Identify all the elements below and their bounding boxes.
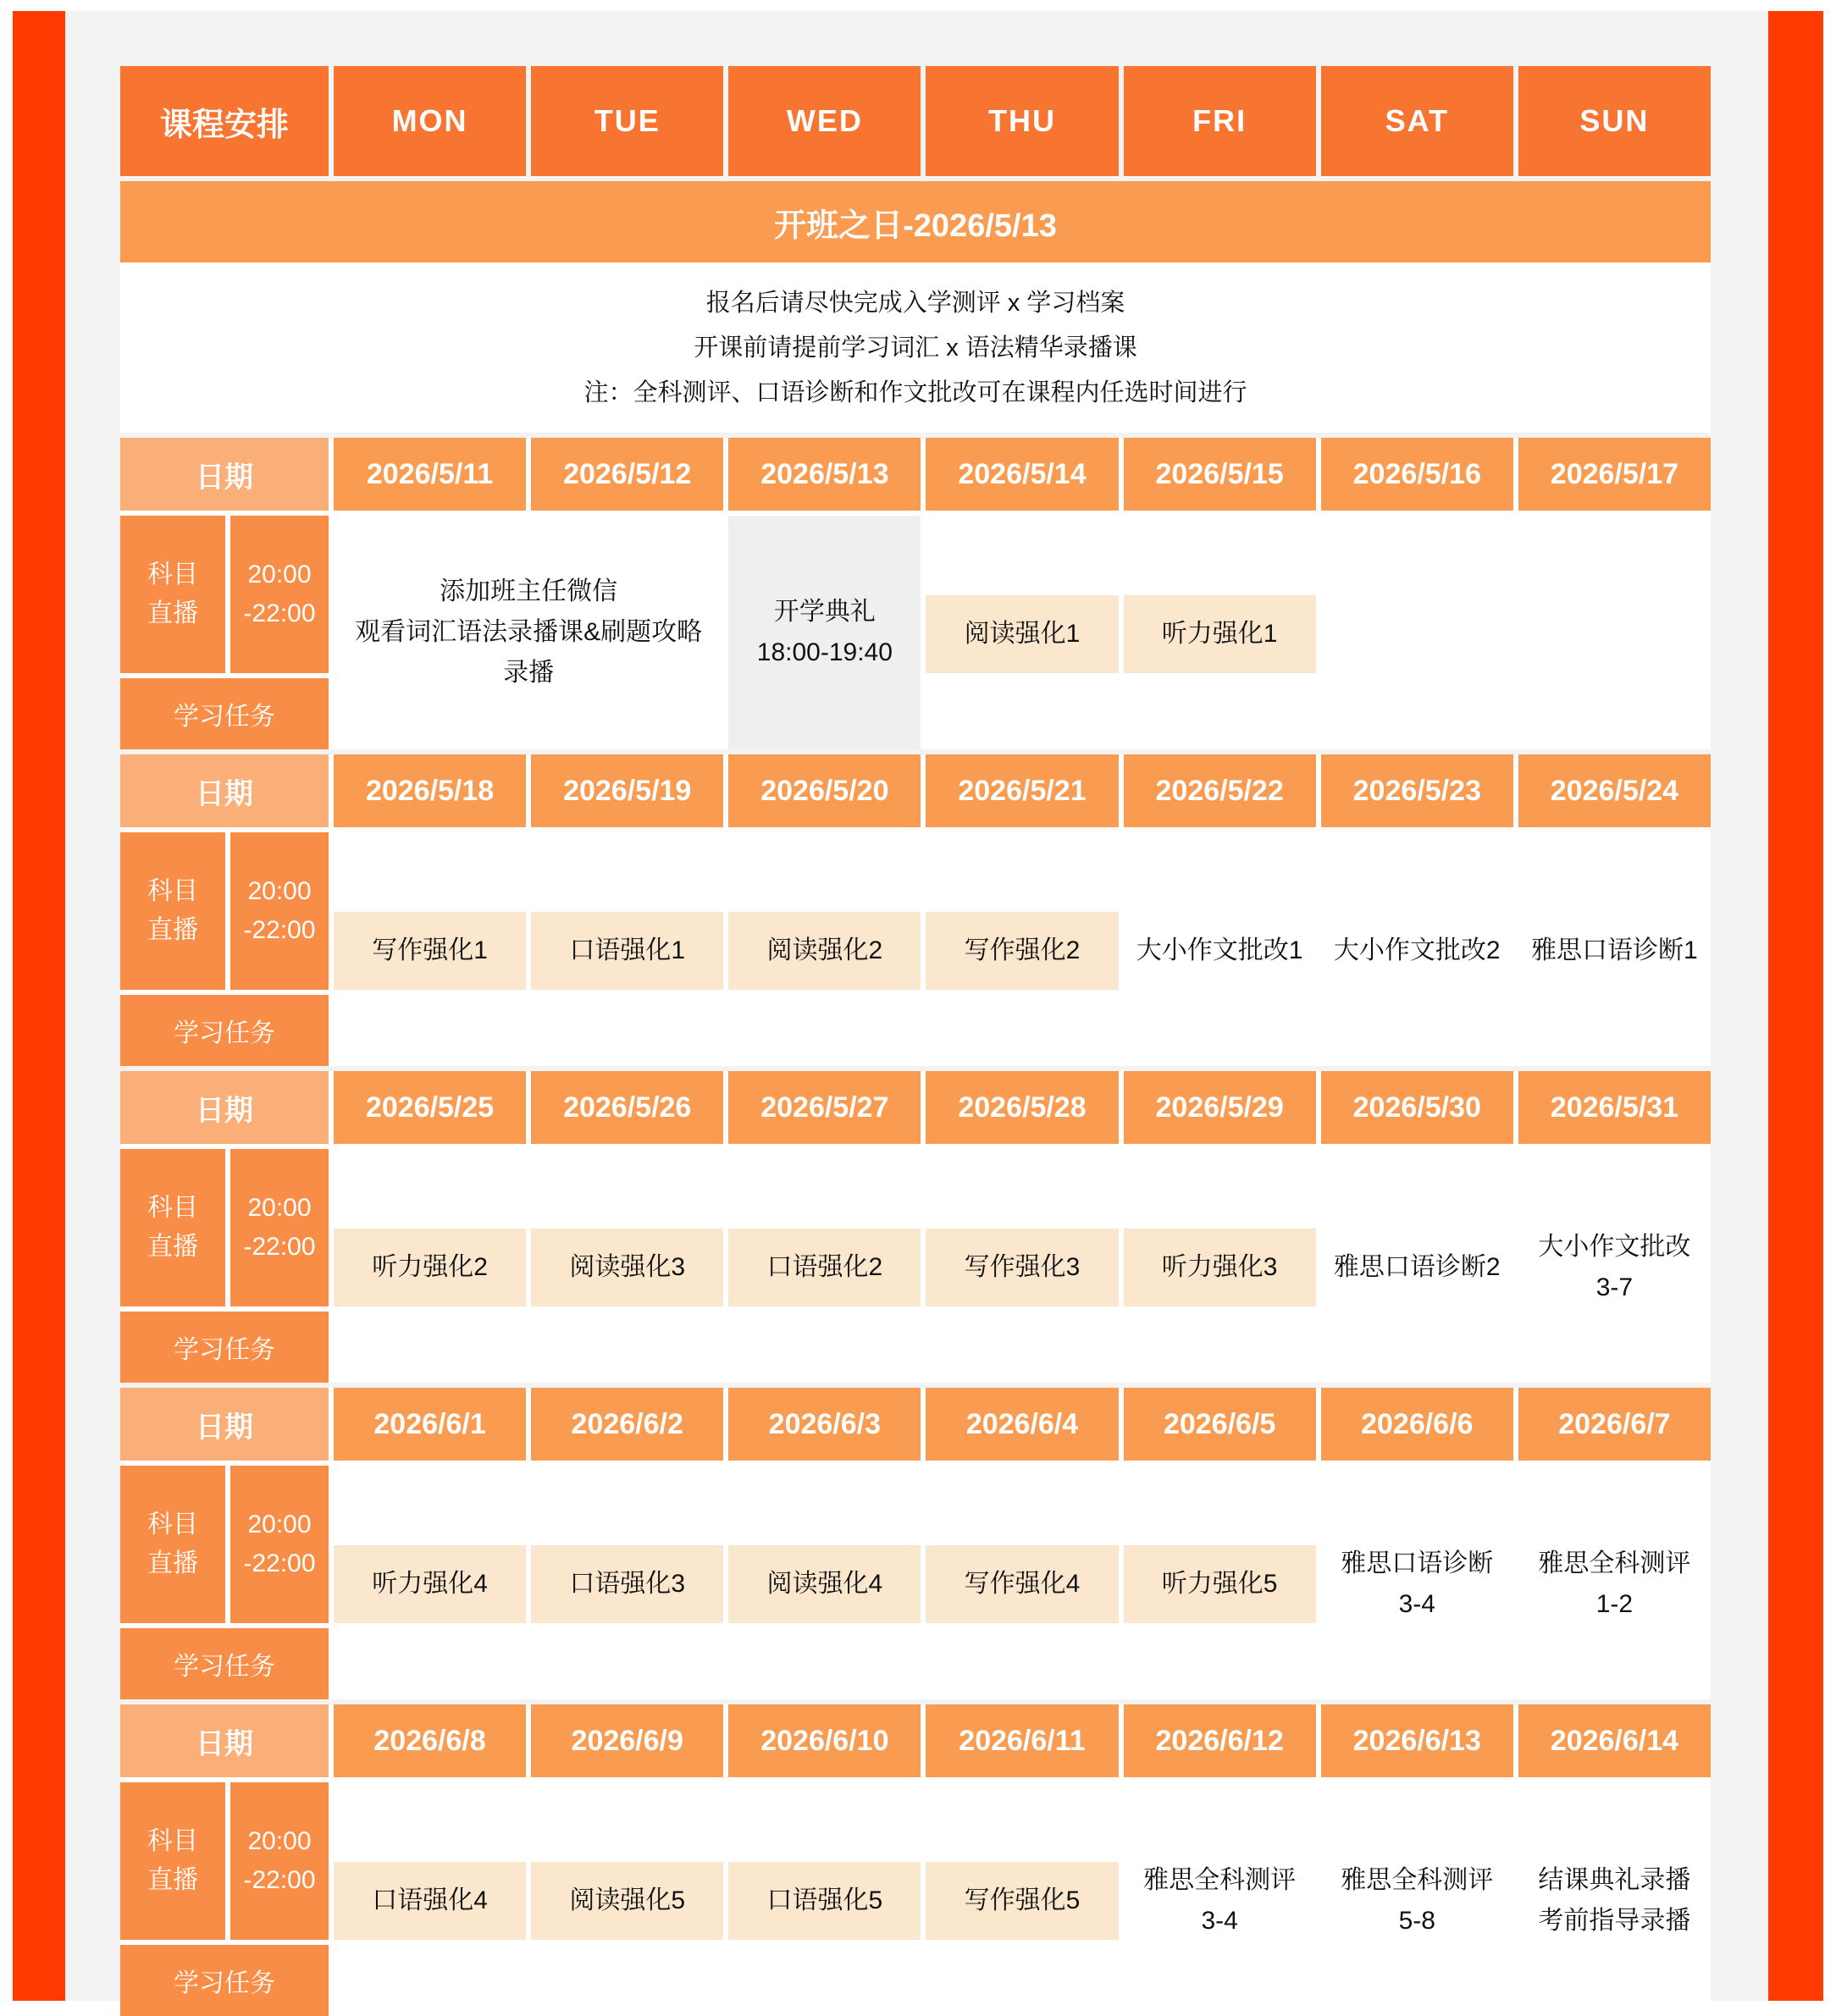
course-cell (531, 912, 723, 990)
course-line: 大小作文批改1 (1136, 936, 1303, 964)
live-time-line: -22:00 (243, 1549, 316, 1577)
course-cell (334, 1862, 526, 1940)
course-line: 写作强化5 (964, 1886, 1081, 1914)
weekday-header-cell: TUE (531, 66, 723, 176)
page-title: 课程安排 (120, 66, 329, 176)
date-row-label: 日期 (120, 754, 329, 827)
course-line: 写作强化3 (964, 1253, 1081, 1281)
subject-live-line: 科目 (147, 877, 198, 905)
date-cell: 2026/6/9 (531, 1704, 723, 1777)
subject-live-label (120, 1149, 225, 1306)
subject-live-label (120, 832, 225, 990)
date-cell: 2026/5/24 (1518, 754, 1711, 827)
left-accent-bar (13, 11, 65, 2001)
course-cell (728, 516, 921, 749)
date-cell: 2026/5/27 (728, 1071, 921, 1144)
course-line: 观看词汇语法录播课&刷题攻略录播 (355, 618, 703, 687)
course-line: 阅读强化1 (964, 620, 1081, 648)
date-cell: 2026/6/10 (728, 1704, 921, 1777)
start-date-banner: 开班之日-2026/5/13 (120, 181, 1711, 262)
date-row-label: 日期 (120, 438, 329, 511)
note-line: 开课前请提前学习词汇 x 语法精华录播课 (694, 334, 1137, 362)
live-time-label (230, 1149, 329, 1306)
subject-live-line: 直播 (147, 1866, 198, 1894)
course-cell (926, 1862, 1118, 1940)
course-line: 听力强化3 (1161, 1253, 1278, 1281)
course-line: 写作强化2 (964, 936, 1081, 964)
course-cell (1321, 1545, 1513, 1623)
date-cell: 2026/5/25 (334, 1071, 526, 1144)
course-cell (334, 1229, 526, 1306)
week-block (120, 1071, 1711, 1383)
week-block (120, 754, 1711, 1066)
date-cell: 2026/6/6 (1321, 1388, 1513, 1461)
subject-live-label (120, 516, 225, 673)
subject-live-label (120, 1782, 225, 1940)
course-cell (1124, 595, 1316, 673)
course-line: 开学典礼 (773, 598, 876, 626)
date-cell: 2026/6/5 (1124, 1388, 1316, 1461)
weekday-header-cell: THU (926, 66, 1118, 176)
course-cell (531, 1545, 723, 1623)
course-cell (1518, 912, 1711, 990)
study-task-label: 学习任务 (120, 1312, 329, 1383)
course-line: 结课典礼录播 (1538, 1866, 1691, 1894)
course-line: 雅思口语诊断 (1341, 1549, 1494, 1577)
course-line: 写作强化1 (372, 936, 488, 964)
course-line: 雅思全科测评 (1538, 1549, 1691, 1577)
course-cell (1321, 912, 1513, 990)
note-line: 注：全科测评、口语诊断和作文批改可在课程内任选时间进行 (583, 379, 1247, 406)
date-cell: 2026/6/4 (926, 1388, 1118, 1461)
live-time-line: 20:00 (247, 561, 312, 588)
course-cell (926, 1545, 1118, 1623)
subject-live-line: 科目 (147, 1194, 198, 1222)
date-cell: 2026/6/7 (1518, 1388, 1711, 1461)
course-cell (1124, 1229, 1316, 1306)
course-line: 阅读强化3 (569, 1253, 686, 1281)
weekday-header-cell: SUN (1518, 66, 1711, 176)
subject-live-line: 科目 (147, 1511, 198, 1538)
page-background (13, 11, 1823, 2001)
live-time-line: 20:00 (247, 1194, 312, 1222)
course-cell (531, 1229, 723, 1306)
date-cell: 2026/6/3 (728, 1388, 921, 1461)
course-cell (334, 912, 526, 990)
date-cell: 2026/5/22 (1124, 754, 1316, 827)
course-line: 雅思全科测评 (1341, 1866, 1494, 1894)
subject-live-line: 直播 (147, 599, 198, 627)
course-line: 口语强化4 (372, 1886, 488, 1914)
course-cell (1124, 1545, 1316, 1623)
subject-live-line: 直播 (147, 916, 198, 944)
date-cell: 2026/5/12 (531, 438, 723, 511)
date-cell: 2026/6/12 (1124, 1704, 1316, 1777)
subject-live-line: 科目 (147, 1827, 198, 1855)
date-cell: 2026/5/15 (1124, 438, 1316, 511)
study-task-label: 学习任务 (120, 678, 329, 749)
date-cell: 2026/5/29 (1124, 1071, 1316, 1144)
week-block (120, 1704, 1711, 2016)
study-task-label: 学习任务 (120, 1945, 329, 2016)
date-cell: 2026/5/26 (531, 1071, 723, 1144)
course-line: 听力强化4 (372, 1570, 488, 1598)
course-line: 添加班主任微信 (440, 577, 618, 605)
course-cell (728, 912, 921, 990)
subject-live-line: 科目 (147, 561, 198, 588)
course-line: 1-2 (1595, 1590, 1634, 1618)
course-line: 3-4 (1201, 1907, 1238, 1935)
course-line: 雅思口语诊断2 (1333, 1253, 1501, 1281)
date-cell: 2026/5/23 (1321, 754, 1513, 827)
date-cell: 2026/5/20 (728, 754, 921, 827)
live-time-label (230, 1466, 329, 1623)
right-accent-bar (1768, 11, 1823, 2001)
subject-live-line: 直播 (147, 1549, 198, 1577)
course-cell (334, 516, 723, 749)
course-line: 听力强化1 (1161, 620, 1278, 648)
course-cell (531, 1862, 723, 1940)
course-cell (926, 595, 1118, 673)
date-cell: 2026/5/16 (1321, 438, 1513, 511)
course-line: 听力强化5 (1161, 1570, 1278, 1598)
date-cell: 2026/5/17 (1518, 438, 1711, 511)
live-time-line: 20:00 (247, 877, 312, 905)
course-line: 口语强化3 (569, 1570, 686, 1598)
course-cell (926, 1229, 1118, 1306)
date-cell: 2026/6/14 (1518, 1704, 1711, 1777)
course-cell (1321, 1229, 1513, 1306)
live-time-line: 20:00 (247, 1511, 312, 1538)
date-cell: 2026/5/11 (334, 438, 526, 511)
live-time-line: -22:00 (243, 916, 316, 944)
note-line: 报名后请尽快完成入学测评 x 学习档案 (705, 290, 1125, 317)
week-blocks (120, 438, 1711, 2016)
course-cell (334, 1545, 526, 1623)
course-cell (728, 1545, 921, 1623)
weekday-header-row (120, 66, 1711, 176)
weekday-header-cell: FRI (1124, 66, 1316, 176)
course-cell (1124, 1862, 1316, 1940)
course-cell (926, 912, 1118, 990)
course-cell (1124, 912, 1316, 990)
study-task-label: 学习任务 (120, 995, 329, 1066)
date-cell: 2026/6/13 (1321, 1704, 1513, 1777)
subject-live-label (120, 1466, 225, 1623)
course-cell (728, 1862, 921, 1940)
course-line: 大小作文批改2 (1333, 936, 1501, 964)
date-row-label: 日期 (120, 1388, 329, 1461)
course-line: 阅读强化5 (569, 1886, 686, 1914)
weekday-header-cell: MON (334, 66, 526, 176)
week-block (120, 438, 1711, 749)
date-cell: 2026/5/30 (1321, 1071, 1513, 1144)
course-cell (728, 1229, 921, 1306)
course-line: 听力强化2 (372, 1253, 488, 1281)
date-cell: 2026/6/1 (334, 1388, 526, 1461)
course-line: 口语强化1 (569, 936, 686, 964)
study-task-label: 学习任务 (120, 1628, 329, 1699)
subject-live-line: 直播 (147, 1233, 198, 1261)
course-line: 18:00-19:40 (756, 638, 893, 666)
course-line: 雅思口语诊断1 (1531, 936, 1698, 964)
course-cell (1321, 1862, 1513, 1940)
course-line: 3-4 (1398, 1590, 1435, 1618)
course-line: 阅读强化4 (766, 1570, 883, 1598)
live-time-line: -22:00 (243, 1866, 316, 1894)
course-line: 雅思全科测评 (1143, 1866, 1297, 1894)
date-cell: 2026/5/13 (728, 438, 921, 511)
date-cell: 2026/5/31 (1518, 1071, 1711, 1144)
course-cell (1518, 1229, 1711, 1306)
course-line: 阅读强化2 (766, 936, 883, 964)
date-cell: 2026/5/18 (334, 754, 526, 827)
schedule-table (120, 66, 1711, 2016)
date-cell: 2026/5/21 (926, 754, 1118, 827)
course-line: 口语强化2 (766, 1253, 883, 1281)
course-cell (1518, 1862, 1711, 1940)
date-cell: 2026/6/2 (531, 1388, 723, 1461)
course-line: 考前指导录播 (1538, 1907, 1691, 1935)
date-cell: 2026/6/11 (926, 1704, 1118, 1777)
live-time-label (230, 516, 329, 673)
course-line: 写作强化4 (964, 1570, 1081, 1598)
live-time-line: -22:00 (243, 1233, 316, 1261)
live-time-line: 20:00 (247, 1827, 312, 1855)
date-cell: 2026/6/8 (334, 1704, 526, 1777)
date-cell: 2026/5/19 (531, 754, 723, 827)
notes-section (120, 262, 1711, 433)
weekday-header-cell: WED (728, 66, 921, 176)
date-row-label: 日期 (120, 1071, 329, 1144)
course-line: 口语强化5 (766, 1886, 883, 1914)
week-block (120, 1388, 1711, 1699)
course-line: 5-8 (1398, 1907, 1435, 1935)
date-cell: 2026/5/28 (926, 1071, 1118, 1144)
live-time-line: -22:00 (243, 599, 316, 627)
date-cell: 2026/5/14 (926, 438, 1118, 511)
live-time-label (230, 1782, 329, 1940)
date-row-label: 日期 (120, 1704, 329, 1777)
live-time-label (230, 832, 329, 990)
weekday-header-cell: SAT (1321, 66, 1513, 176)
course-line: 大小作文批改 (1538, 1233, 1691, 1261)
course-line: 3-7 (1595, 1273, 1634, 1301)
course-cell (1518, 1545, 1711, 1623)
